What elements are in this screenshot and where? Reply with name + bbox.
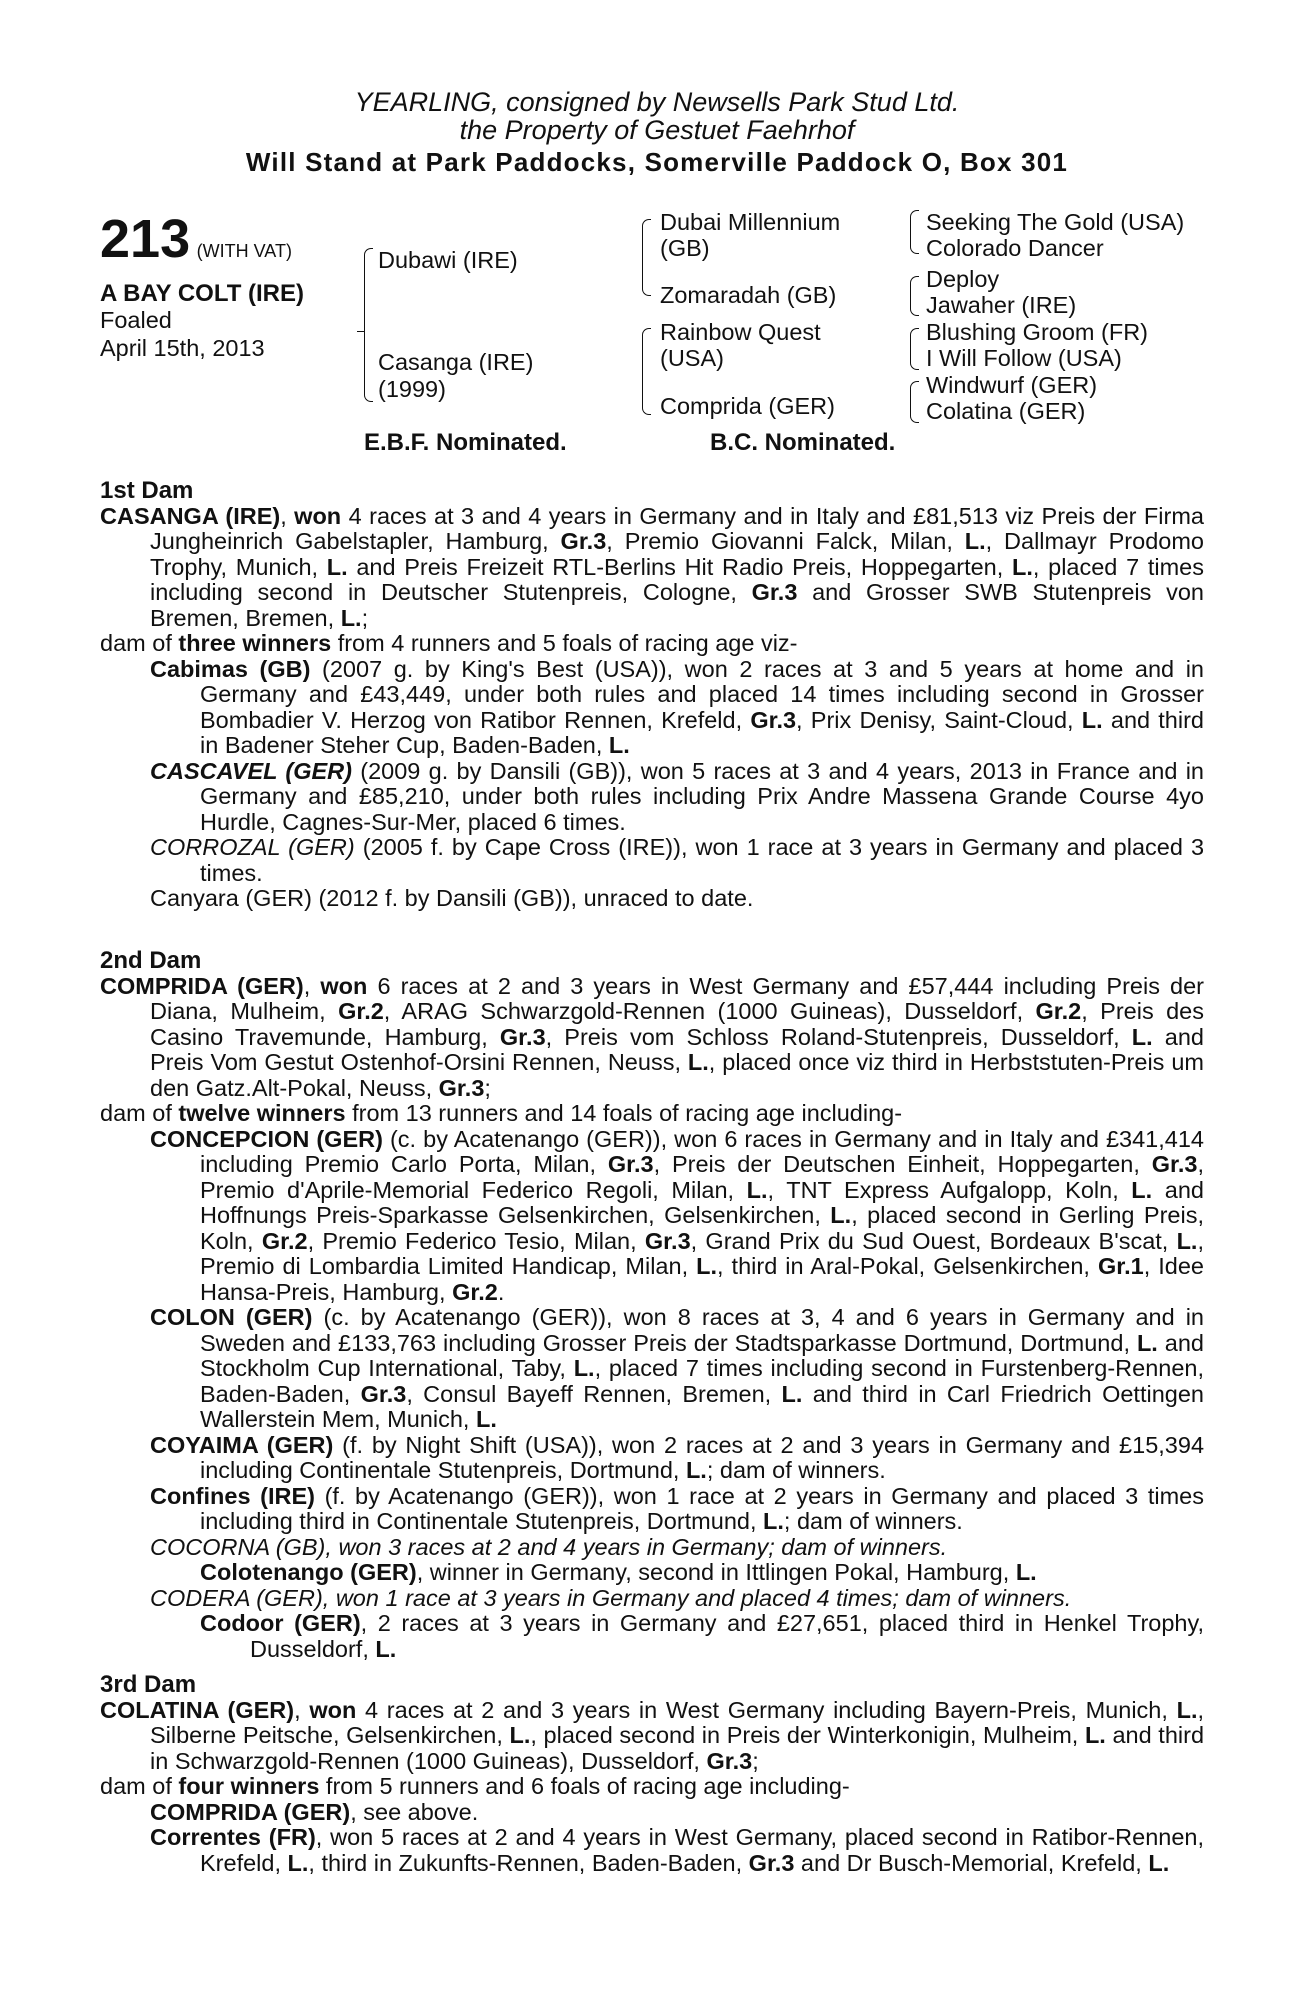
produce-name: COYAIMA (GER) — [150, 1431, 334, 1458]
produce-text: (f. by Night Shift (USA)), won 2 races at 2 and 3 years in Germany and £15,394 including Continentale Stutenpreis, Dortmund, — [200, 1431, 1205, 1483]
first-dam-won: won — [294, 502, 342, 529]
listed: L. — [1148, 1849, 1170, 1876]
produce-entry — [100, 835, 1204, 886]
produce-name: Correntes (FR) — [150, 1824, 316, 1850]
dam-of-text: from 5 runners and 6 foals of racing age including- — [319, 1773, 850, 1799]
produce-text: and third in Badener Steher Cup, Baden-Baden, — [200, 706, 1204, 758]
header-line-stand: Will Stand at Park Paddocks, Somerville Paddock O, Box 301 — [245, 147, 1069, 177]
listed: L. — [685, 1457, 707, 1483]
listed: L. — [375, 1635, 397, 1662]
produce-entry — [100, 1484, 1204, 1535]
grade: Gr.2 — [452, 1278, 498, 1305]
pedigree-brace-3c — [910, 328, 919, 370]
grade: Gr.3 — [748, 1849, 795, 1876]
produce-text: and Dr Busch-Memorial, Krefeld, — [794, 1849, 1149, 1876]
produce-text: , 2 races at 3 years in Germany and £27,651, placed third in Henkel Trophy, Dusseldorf, — [250, 1610, 1205, 1662]
listed: L. — [475, 1406, 497, 1432]
second-dam-text: , Preis vom Schloss Roland-Stutenpreis, Dusseldorf, — [545, 1023, 1132, 1050]
third-dam-heading: 3rd Dam — [100, 1671, 197, 1698]
pedigree-ddd: Colatina (GER) — [926, 398, 1086, 424]
lot-vat: (WITH VAT) — [196, 241, 292, 261]
third-dam-won: won — [309, 1696, 357, 1723]
grade: Gr.3 — [560, 528, 607, 554]
grade: Gr.3 — [644, 1227, 691, 1254]
produce-entry — [100, 759, 1204, 836]
listed: L. — [1084, 1722, 1106, 1748]
foaled-label: Foaled — [100, 307, 172, 333]
produce-entry — [100, 1305, 1204, 1433]
pedigree-dam-dam: Comprida (GER) — [660, 393, 835, 419]
produce-text: , third in Aral-Pokal, Gelsenkirchen, — [717, 1253, 1098, 1279]
produce-name: Confines (IRE) — [150, 1482, 315, 1509]
grade: Gr.3 — [706, 1747, 753, 1774]
grade: Gr.3 — [607, 1151, 654, 1177]
listed: L. — [1176, 1227, 1198, 1254]
first-dam-record: CASANGA (IRE), won 4 races at 3 and 4 years in Germany and in Italy and £81,513 viz Preis der Firma Jungheinrich Gabelstapler, Hamburg, Gr.3, Premio Giovanni Falck, Milan, L., Dallmayr Prodomo Trophy, Munich, L. and Preis Freizeit RTL-Berlins Hit Radio Preis, Hoppegarten, L., placed 7 times including second in Deutscher Stutenpreis, Cologne, Gr.3 and Grosser SWB Stutenpreis von Bremen, Bremen, L.; — [100, 502, 1204, 631]
first-dam-text: and Preis Freizeit RTL-Berlins Hit Radio Preis, Hoppegarten, — [347, 553, 1012, 580]
grade: Gr.1 — [1097, 1253, 1144, 1279]
produce-name: Codoor (GER) — [200, 1610, 361, 1636]
pedigree-brace-lower — [364, 331, 373, 402]
produce-entry — [100, 657, 1204, 759]
pedigree-dam-sire-suffix: (USA) — [660, 345, 724, 371]
produce-name: COCORNA (GB) — [150, 1533, 326, 1560]
listed: L. — [1136, 1329, 1158, 1356]
pedigree-brace-3b — [910, 276, 919, 316]
pedigree-sdd: Jawaher (IRE) — [926, 292, 1077, 318]
produce-text: , placed 7 times including second in Furstenberg-Rennen, Baden-Baden, — [200, 1355, 1205, 1407]
listed: L. — [1176, 1696, 1198, 1723]
third-dam-name: COLATINA (GER) — [100, 1696, 295, 1723]
produce-name: Colotenango (GER) — [200, 1559, 417, 1585]
first-dam-text: , Dallmayr Prodomo Trophy, Munich, — [150, 528, 1204, 580]
header-line-consigned: YEARLING, consigned by Newsells Park Stud Ltd. — [354, 87, 960, 117]
second-dam-text: , ARAG Schwarzgold-Rennen (1000 Guineas), Dusseldorf, — [383, 998, 1036, 1024]
produce-text: (c. by Acatenango (GER)), won 6 races in Germany and in Italy and £341,414 including Premio Carlo Porta, Milan, — [200, 1125, 1204, 1177]
pedigree-brace-sire-upper — [642, 219, 651, 260]
grade: Gr.2 — [261, 1227, 308, 1254]
pedigree-dam: Casanga (IRE) — [378, 349, 534, 375]
produce-entry — [100, 1800, 1204, 1826]
grade: Gr.3 — [499, 1023, 546, 1050]
listed: L. — [1131, 1023, 1153, 1050]
produce-entry — [100, 1433, 1204, 1484]
produce-text: and Stockholm Cup International, Taby, — [200, 1329, 1204, 1381]
produce-name: CASCAVEL (GER) — [150, 757, 352, 784]
produce-entry — [100, 886, 1204, 912]
grade: Gr.3 — [360, 1380, 407, 1407]
produce-name: CORROZAL (GER) — [150, 834, 355, 860]
lot-title: A BAY COLT (IRE) — [100, 280, 305, 307]
third-dam-text: , placed second in Preis der Winterkonigin, Mulheim, — [530, 1722, 1085, 1748]
produce-name: Canyara (GER) — [150, 885, 312, 911]
pedigree-brace-dam-upper — [642, 328, 651, 377]
pedigree-brace-3d — [910, 381, 919, 423]
pedigree-sds: Deploy — [926, 266, 1000, 292]
third-dam-text: 4 races at 2 and 3 years in West Germany including Bayern-Preis, Munich, — [356, 1696, 1177, 1723]
listed: L. — [326, 553, 348, 580]
produce-text: (2005 f. by Cape Cross (IRE)), won 1 race at 3 years in Germany and placed 3 times. — [200, 834, 1205, 886]
winner-count: three winners — [178, 630, 332, 656]
grade: Gr.2 — [1035, 998, 1082, 1024]
produce-text: , Premio di Lombardia Limited Handicap, Milan, — [200, 1227, 1204, 1279]
produce-text: , see above. — [350, 1798, 479, 1825]
produce-entry — [100, 1586, 1204, 1612]
second-dam-won: won — [320, 972, 368, 999]
produce-text: , TNT Express Aufgalopp, Koln, — [767, 1176, 1132, 1203]
produce-text: , won 5 races at 2 and 4 years in West Germany, placed second in Ratibor-Rennen, Krefeld, — [200, 1824, 1204, 1876]
listed: L. — [746, 1176, 768, 1203]
listed: L. — [287, 1849, 309, 1876]
winner-count: twelve winners — [178, 1100, 346, 1126]
produce-text: , third in Zukunfts-Rennen, Baden-Baden, — [308, 1849, 749, 1876]
produce-text: , Grand Prix du Sud Ouest, Bordeaux B'scat, — [690, 1227, 1177, 1254]
first-dam-produce-summary — [100, 631, 1204, 657]
listed: L. — [696, 1253, 717, 1279]
produce-text: ; dam of winners. — [783, 1508, 963, 1534]
produce-text: . — [497, 1278, 505, 1305]
pedigree-brace-dam-lower — [642, 376, 651, 415]
third-dam-text: and third in Schwarzgold-Rennen (1000 Guineas), Dusseldorf, — [150, 1722, 1205, 1774]
dam-of-label: dam of — [100, 1773, 179, 1799]
produce-entry — [100, 1127, 1204, 1306]
produce-name: CODERA (GER) — [150, 1584, 323, 1611]
dam-of-label: dam of — [100, 1100, 179, 1126]
produce-text: and Hoffnungs Preis-Sparkasse Gelsenkirchen, Gelsenkirchen, — [200, 1176, 1204, 1228]
pedigree-brace-tick — [357, 323, 365, 332]
second-dam-text: , placed once viz third in Herbststuten-Preis um den Gatz.Alt-Pokal, Neuss, — [150, 1049, 1204, 1101]
second-dam-record: COMPRIDA (GER), won 6 races at 2 and 3 years in West Germany and £57,444 including Preis der Diana, Mulheim, Gr.2, ARAG Schwarzgold-Rennen (1000 Guineas), Dusseldorf, Gr.2, Preis des Casino Travemunde, Hamburg, Gr.3, Preis vom Schloss Roland-Stutenpreis, Dusseldorf, L. and Preis Vom Gestut Ostenhof-Orsini Rennen, Neuss, L., placed once viz third in Herbststuten-Preis um den Gatz.Alt-Pokal, Neuss, Gr.3; — [100, 972, 1205, 1101]
pedigree-dam-year: (1999) — [378, 376, 446, 402]
header-line-property: the Property of Gestuet Faehrhof — [459, 115, 855, 145]
pedigree-sire-sire-suffix: (GB) — [660, 235, 710, 261]
first-dam-text: 4 races at 3 and 4 years in Germany and in Italy and £81,513 viz Preis der Firma Jungheinrich Gabelstapler, Hamburg, — [150, 502, 1204, 554]
grand-produce-entry — [100, 1560, 1204, 1586]
third-dam-section — [100, 1672, 1204, 1876]
produce-text: , Preis der Deutschen Einheit, Hoppegarten, — [653, 1151, 1152, 1177]
listed: L. — [509, 1722, 531, 1748]
first-dam-text: , Premio Giovanni Falck, Milan, — [606, 528, 965, 554]
produce-text: , won 3 races at 2 and 4 years in Germany; dam of winners. — [325, 1533, 948, 1560]
produce-text: and third in Carl Friedrich Oettingen Wallerstein Mem, Munich, — [200, 1380, 1204, 1432]
bc-nominated: B.C. Nominated. — [710, 429, 896, 456]
pedigree-brace-upper — [364, 248, 373, 332]
winner-count: four winners — [178, 1773, 320, 1799]
third-dam-text: ; — [752, 1747, 759, 1774]
pedigree-sire: Dubawi (IRE) — [378, 247, 518, 273]
pedigree-sss: Seeking The Gold (USA) — [926, 209, 1185, 235]
listed: L. — [573, 1355, 595, 1381]
produce-name: Cabimas (GB) — [150, 655, 311, 682]
dam-of-text: from 13 runners and 14 foals of racing age including- — [345, 1100, 903, 1126]
lot-number: 213 — [100, 209, 191, 269]
pedigree-brace-sire-lower — [642, 259, 651, 296]
grade: Gr.3 — [438, 1074, 485, 1101]
produce-text: , won 1 race at 3 years in Germany and placed 4 times; dam of winners. — [322, 1584, 1072, 1611]
produce-name: CONCEPCION (GER) — [150, 1125, 383, 1152]
listed: L. — [608, 732, 630, 758]
produce-name: COLON (GER) — [150, 1304, 313, 1330]
listed: L. — [830, 1202, 852, 1228]
listed: L. — [763, 1508, 784, 1534]
dam-of-label: dam of — [100, 630, 179, 656]
listed: L. — [1131, 1176, 1153, 1203]
produce-entry — [100, 1535, 1204, 1561]
second-dam-section — [100, 948, 1204, 1662]
listed: L. — [687, 1049, 709, 1075]
produce-text: , Prix Denisy, Saint-Cloud, — [796, 706, 1082, 733]
first-dam-text: and Grosser SWB Stutenpreis von Bremen, Bremen, — [150, 579, 1204, 631]
produce-text: , placed second in Gerling Preis, Koln, — [200, 1202, 1204, 1254]
produce-text: , Consul Bayeff Rennen, Bremen, — [406, 1380, 782, 1407]
listed: L. — [340, 604, 362, 631]
pedigree-dam-sire: Rainbow Quest — [660, 319, 821, 345]
produce-text: , Premio d'Aprile-Memorial Federico Regoli, Milan, — [200, 1151, 1204, 1203]
pedigree-brace-3a — [910, 210, 919, 254]
third-dam-record: COLATINA (GER), won 4 races at 2 and 3 years in West Germany including Bayern-Preis, Munich, L., Silberne Peitsche, Gelsenkirchen, L., placed second in Preis der Winterkonigin, Mulheim, L. and third in Schwarzgold-Rennen (1000 Guineas), Dusseldorf, Gr.3; — [100, 1696, 1205, 1774]
produce-text: ; dam of winners. — [706, 1457, 886, 1483]
lot-number-block — [100, 209, 292, 269]
listed: L. — [1015, 1559, 1037, 1585]
pedigree-sire-sire: Dubai Millennium — [660, 209, 841, 235]
second-dam-produce-summary — [100, 1101, 1204, 1127]
produce-name: COMPRIDA (GER) — [150, 1798, 351, 1825]
grade: Gr.3 — [1151, 1151, 1198, 1177]
first-dam-section — [100, 478, 1204, 912]
first-dam-text: , placed 7 times including second in Deutscher Stutenpreis, Cologne, — [150, 553, 1204, 605]
first-dam-name: CASANGA (IRE) — [100, 502, 281, 529]
produce-entry — [100, 1825, 1204, 1876]
pedigree-dds: Windwurf (GER) — [926, 372, 1098, 398]
produce-text: , Premio Federico Tesio, Milan, — [307, 1227, 645, 1254]
dam-of-text: from 4 runners and 5 foals of racing age viz- — [331, 630, 798, 656]
produce-text: (2007 g. by King's Best (USA)), won 2 races at 3 and 5 years at home and in Germany and £43,449, under both rules and placed 14 times including second in Grosser Bombadier V. Herzog von Ratibor Rennen, Krefeld, — [200, 655, 1205, 733]
produce-text: (c. by Acatenango (GER)), won 8 races at 3, 4 and 6 years in Germany and in Sweden and £133,763 including Grosser Preis der Stadtsparkasse Dortmund, Dortmund, — [200, 1304, 1205, 1356]
third-dam-text: , Silberne Peitsche, Gelsenkirchen, — [150, 1696, 1205, 1748]
grade: Gr.3 — [750, 706, 797, 733]
pedigree-sire-dam: Zomaradah (GB) — [660, 282, 837, 308]
first-dam-text: ; — [361, 604, 369, 631]
grade: Gr.3 — [751, 579, 798, 605]
second-dam-text: and Preis Vom Gestut Ostenhof-Orsini Rennen, Neuss, — [150, 1023, 1205, 1075]
second-dam-text: , Preis des Casino Travemunde, Hamburg, — [150, 998, 1204, 1050]
first-dam-heading: 1st Dam — [100, 477, 194, 504]
grand-produce-entry — [100, 1611, 1204, 1662]
listed: L. — [781, 1380, 803, 1407]
second-dam-text: ; — [484, 1074, 491, 1101]
second-dam-text: 6 races at 2 and 3 years in West Germany and £57,444 including Preis der Diana, Mulheim, — [150, 972, 1204, 1024]
foaled-date: April 15th, 2013 — [100, 335, 265, 361]
ebf-nominated: E.B.F. Nominated. — [364, 429, 567, 456]
listed: L. — [1012, 553, 1033, 580]
produce-text: (f. by Acatenango (GER)), won 1 race at 2 years in Germany and placed 3 times including third in Continentale Stutenpreis, Dortmund, — [200, 1482, 1205, 1534]
listed: L. — [964, 528, 986, 554]
grade: Gr.2 — [338, 998, 384, 1024]
listed: L. — [1081, 706, 1103, 733]
second-dam-name: COMPRIDA (GER) — [100, 972, 304, 999]
produce-text: , Idee Hansa-Preis, Hamburg, — [200, 1253, 1204, 1305]
produce-text: (2012 f. by Dansili (GB)), unraced to date. — [311, 885, 754, 911]
produce-text: , winner in Germany, second in Ittlingen Pokal, Hamburg, — [416, 1559, 1016, 1585]
pedigree-dss: Blushing Groom (FR) — [926, 319, 1148, 345]
pedigree-dsd: I Will Follow (USA) — [926, 345, 1122, 371]
produce-text: (2009 g. by Dansili (GB)), won 5 races at 3 and 4 years, 2013 in France and in Germany and £85,210, under both rules including Prix Andre Massena Grande Course 4yo Hurdle, Cagnes-Sur-Mer, placed 6 times. — [200, 757, 1204, 835]
pedigree-ssd: Colorado Dancer — [926, 235, 1104, 261]
second-dam-heading: 2nd Dam — [100, 947, 202, 974]
third-dam-produce-summary — [100, 1774, 1204, 1800]
